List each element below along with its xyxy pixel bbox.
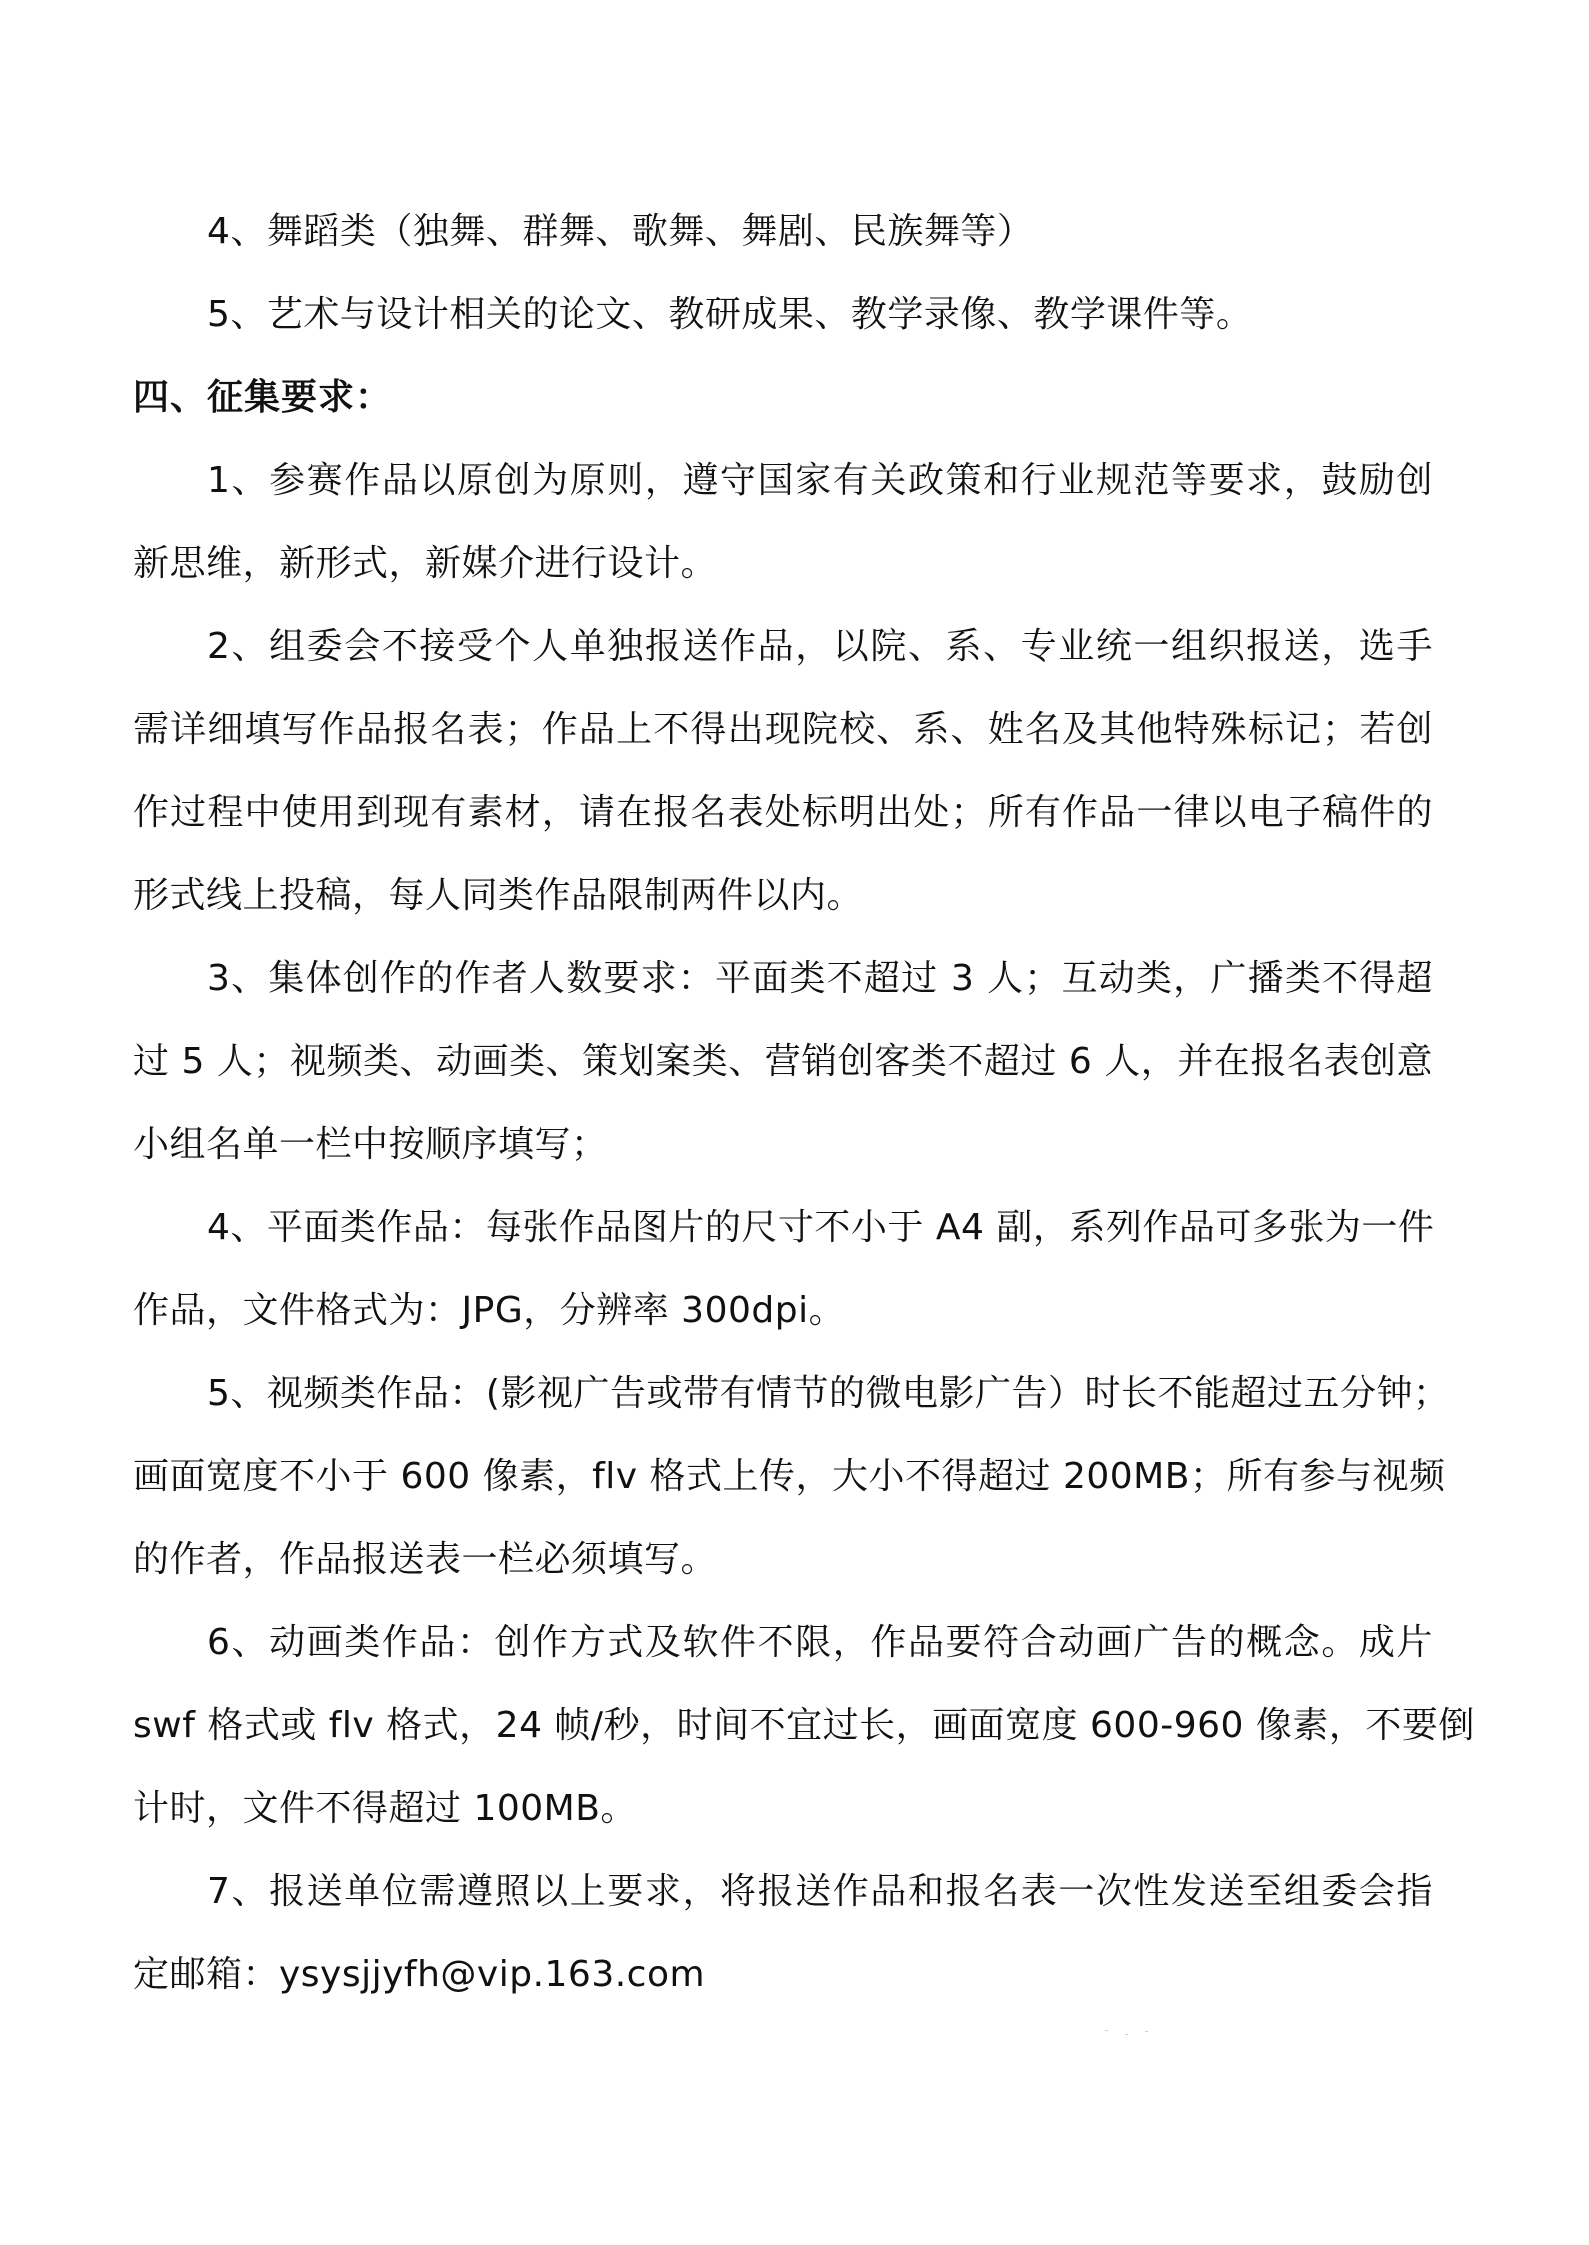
paragraph-line <box>133 1352 1450 1435</box>
requirement-item <box>133 605 1433 937</box>
requirement-item <box>133 1186 1433 1352</box>
paragraph-text: 报送单位需遵照以上要求，将报送作品和报名表一次性发送至组委会指 <box>269 1871 1433 1912</box>
paragraph-text: 组委会不接受个人单独报送作品，以院、系、专业统一组织报送，选手 <box>269 626 1433 667</box>
section-heading: 四、征集要求： <box>133 377 393 418</box>
requirement-item <box>133 937 1433 1186</box>
requirement-item <box>133 439 1433 605</box>
requirement-number: 2、 <box>207 626 270 667</box>
paragraph-text: 参赛作品以原创为原则，遵守国家有关政策和行业规范等要求，鼓励创 <box>269 460 1433 501</box>
list-item-text: 舞蹈类（独舞、群舞、歌舞、舞剧、民族舞等） <box>266 211 1034 252</box>
paragraph-line: swf 格式或 flv 格式，24 帧/秒，时间不宜过长，画面宽度 600-960 像素，不要倒 <box>133 1705 1475 1746</box>
paragraph-line: 作过程中使用到现有素材，请在报名表处标明出处；所有作品一律以电子稿件的 <box>133 792 1433 833</box>
paragraph-line <box>133 1601 1433 1684</box>
requirement-number: 3、 <box>207 958 269 999</box>
paragraph-line: 过 5 人；视频类、动画类、策划案类、营销创客类不超过 6 人，并在报名表创意 <box>133 1041 1433 1082</box>
paragraph-text: 集体创作的作者人数要求：平面类不超过 3 人；互动类，广播类不得超 <box>268 958 1434 999</box>
list-item-papers <box>133 273 1433 356</box>
requirement-number: 4、 <box>207 1207 267 1248</box>
scan-speck <box>1125 2034 1128 2035</box>
paragraph-line: 小组名单一栏中按顺序填写； <box>133 1124 608 1165</box>
requirement-number: 6、 <box>207 1622 270 1663</box>
list-item-number: 5、 <box>207 294 267 335</box>
paragraph-line <box>133 1186 1433 1269</box>
paragraph-line: 作品，文件格式为：JPG，分辨率 300dpi。 <box>133 1290 846 1331</box>
paragraph-text: 视频类作品：(影视广告或带有情节的微电影广告）时长不能超过五分钟； <box>266 1373 1450 1414</box>
list-item-dance <box>133 190 1433 273</box>
paragraph-line: 形式线上投稿，每人同类作品限制两件以内。 <box>133 875 864 916</box>
paragraph-line: 需详细填写作品报名表；作品上不得出现院校、系、姓名及其他特殊标记；若创 <box>133 709 1433 750</box>
paragraph-text: 动画类作品：创作方式及软件不限，作品要符合动画广告的概念。成片 <box>269 1622 1433 1663</box>
paragraph-line <box>133 1850 1433 1933</box>
paragraph-line: 的作者，作品报送表一栏必须填写。 <box>133 1539 718 1580</box>
scan-speck <box>1105 2030 1108 2031</box>
document-body <box>133 190 1475 2016</box>
requirement-item <box>133 1601 1475 1850</box>
paragraph-line <box>133 439 1433 522</box>
requirement-item <box>133 1850 1433 2016</box>
paragraph-line <box>133 937 1433 1020</box>
scan-speck <box>1145 2031 1148 2032</box>
requirement-number: 5、 <box>207 1373 267 1414</box>
paragraph-text: 平面类作品：每张作品图片的尺寸不小于 A4 副，系列作品可多张为一件 <box>266 1207 1435 1248</box>
list-item-text: 艺术与设计相关的论文、教研成果、教学录像、教学课件等。 <box>266 294 1253 335</box>
paragraph-line: 新思维，新形式，新媒介进行设计。 <box>133 543 718 584</box>
requirement-item <box>133 1352 1450 1601</box>
contact-email-line: 定邮箱：ysysjjyfh@vip.163.com <box>133 1954 706 1995</box>
requirement-number: 1、 <box>207 460 270 501</box>
paragraph-line <box>133 605 1433 688</box>
requirement-number: 7、 <box>207 1871 270 1912</box>
list-item-number: 4、 <box>207 211 267 252</box>
paragraph-line: 计时，文件不得超过 100MB。 <box>133 1788 637 1829</box>
paragraph-line: 画面宽度不小于 600 像素，flv 格式上传，大小不得超过 200MB；所有参与视频 <box>133 1456 1446 1497</box>
